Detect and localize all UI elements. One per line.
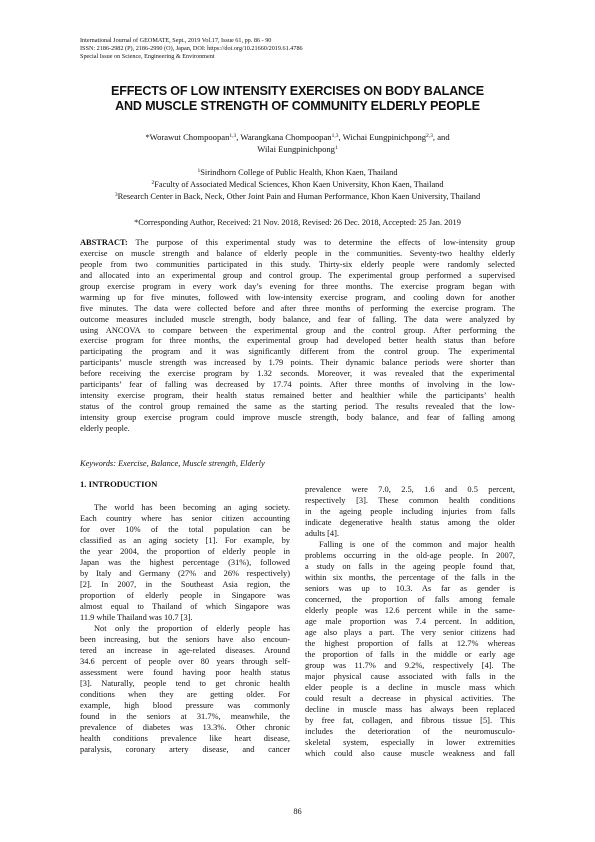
affiliation-mark: 1 [197,168,201,174]
body-text-line: age also plays a part. The very senior citizens had [305,628,515,638]
page-number: 86 [293,807,302,816]
body-text-line: found in the seniors at 31.7%, meanwhile, the [80,712,290,722]
body-text-line: major physical cause associated with falls in the [305,672,515,682]
body-text-line: includes the deterioration of the neuromusculo- [305,727,515,737]
abstract-line: elderly people. [80,423,130,433]
author-name: Wilai Eungpinichpong [257,143,335,154]
abstract-line: people from two communities participated in this study. Thirty-six elderly people were randomly selected [80,259,515,269]
body-text-line: indicate degenerative health status among the older [305,518,515,528]
body-text-line: Japan was the highest percentage (31%), followed [80,558,290,568]
body-text-line: The world has been becoming an aging society. [94,503,290,513]
title-line-1: EFFECTS OF LOW INTENSITY EXERCISES ON BODY BALANCE [111,84,484,98]
abstract-line: five minutes. The data were collected before and after three months of performing the exercise program. The [80,303,515,313]
affiliation-text: Research Center in Back, Neck, Other Joint Pain and Human Performance, Khon Kaen University, Thailand [117,192,481,202]
author-line-1 [70,132,525,144]
body-text-line: elder people is a decline in muscle mass which [305,683,515,693]
affiliation-list [60,167,535,204]
body-text-line: [2]. In 2007, in the Southeast Asia region, the [80,580,290,590]
body-text-line: for over 10% of the total population can be [80,525,290,535]
affiliation-text: Faculty of Associated Medical Sciences, Khon Kaen University, Khon Kaen, Thailand [154,180,444,190]
abstract-line: using ANCOVA to compare between the experimental group and the control group. After performing the [80,325,515,335]
body-text-line: 34.6 percent of people over 80 years through self- [80,657,290,667]
abstract-line-text: The purpose of this experimental study was to determine the effects of low-intensity group [127,238,515,247]
author-name: , Wichai Eungpinichpong [338,132,427,142]
body-text-line: the proportion of falls in the middle or early age [305,650,515,660]
author-affiliation-mark: 1,3 [331,133,339,139]
author-line-2 [70,144,525,156]
body-text-line: paralysis, coronary artery disease, and cancer [80,745,290,755]
journal-issn-doi: ISSN: 2186-2982 (P), 2186-2990 (O), Japan, DOI: https://doi.org/10.21660/2019.61.4786 [80,45,303,53]
author-separator: , and [432,132,450,142]
body-text-line: almost equal to Thailand of which Singapore was [80,602,290,612]
body-text-line: classified as an aging society [1]. For example, by [80,536,290,546]
abstract-line [80,238,515,249]
author-name: , Warangkana Chompoopan [236,132,332,142]
abstract-line: intensity exercise program, their health status remained better and healthier while the participants’ health [80,391,515,401]
abstract-line: and allocated into an experimental group and control group. The experimental group performed a supervised [80,270,515,280]
abstract-line: participants’ muscle strength was increased by 1.79 points. Their dynamic balance periods were shorter than [80,358,515,368]
abstract-line: warming up for five minutes, followed with low-intensity exercise program, and cooling down for another [80,292,515,302]
right-column [305,484,515,759]
body-text-line: Not only the proportion of elderly people has [94,624,290,634]
author-affiliation-mark: 1,3 [229,133,237,139]
body-text-line: could result a decrease in physical activities. The [305,694,515,704]
title-line-2: AND MUSCLE STRENGTH OF COMMUNITY ELDERLY PEOPLE [115,99,480,113]
abstract-line: exercise on muscle strength and balance of elderly people in the communities. Seventy-two healthy elderly [80,248,515,258]
body-text-line: the highest proportion of falls at 12.7% whereas [305,639,515,649]
author-affiliation-mark: 2,3 [426,133,433,139]
body-text-line: the year 2004, the proportion of elderly people in [80,547,290,557]
abstract-line: status of the control group remained the same as the starting period. The results revealed that the low- [80,402,515,412]
author-affiliation-mark: 1 [334,144,338,151]
keywords: Keywords: Exercise, Balance, Muscle strength, Elderly [80,459,265,468]
body-text-line: group was 11.7% and 9.2%, respectively [4]. The [305,661,515,671]
correspondence-dates: *Corresponding Author, Received: 21 Nov. 2018, Revised: 26 Dec. 2018, Accepted: 25 Jan. 2019 [134,218,461,227]
body-text-line: in the ageing people including injuries from falls [305,507,515,517]
body-text-line: seniors was up to 10.3. As far as gender is [305,584,515,594]
abstract-label: ABSTRACT: [80,238,128,247]
body-text-line: decline in muscle mass has always been replaced [305,705,515,715]
abstract-line: participating the program and it was significantly different from the control group. The experimental [80,347,515,357]
body-text-line: adults [4]. [305,529,339,539]
abstract-line: group exercise program in every work day’s evening for three months. The exercise program began with [80,281,515,291]
section-heading-introduction: 1. INTRODUCTION [80,479,158,489]
body-text-line: [3]. Naturally, people tend to get chronic health [80,679,290,689]
paper-title [60,84,535,114]
affiliation-item [60,179,535,191]
body-text-line: problems occurring in the old-age people. In 2007, [305,551,515,561]
left-column [80,479,290,755]
body-text-line: conditions when they are getting older. For [80,690,290,700]
body-text-line: concerned, the proportion of falls among female [305,595,515,605]
body-text-line: which could also cause muscle weakness and fall [305,749,515,759]
affiliation-item [60,191,535,203]
body-text-line: a study on falls in the ageing people found that, [305,562,515,572]
abstract-line: intensity group exercise program could improve muscle strength, body balance, and fear of falling among [80,413,515,422]
body-text-line: 11.9 while Thailand was 10.7 [3]. [80,613,193,623]
body-text-line: assessment were found having poor health status [80,668,290,678]
body-text-line: respectively [3]. These common health conditions [305,496,515,506]
abstract-line: participants’ fear of falling was decreased by 17.74 points. After three months of involving in the low- [80,380,515,390]
body-text-line: been increasing, but the seniors have also encoun- [80,635,290,645]
body-text-line: within six months, the percentage of the falls in the [305,573,515,583]
abstract [80,238,515,435]
journal-citation: International Journal of GEOMATE, Sept., 2019 Vol.17, Issue 61, pp. 86 - 90 [80,37,272,44]
body-text-line: by Italy and Germany (27% and 26% respectively) [80,569,290,579]
body-text-line: elderly people was 12.6 percent while in the same- [305,606,515,616]
heading-spacer [80,491,290,502]
affiliation-mark: 2 [151,180,155,187]
body-text-line: by free fat, collagen, and fibrous tissue [5]. This [305,716,515,726]
abstract-line: exercise program for three months, the experimental group had developed better health status than before [80,336,515,346]
body-text-line: health conditions prevalence like heart disease, [80,734,290,744]
abstract-line: outcome measures included muscle strength, body balance, and fear of falling. The data were analyzed by [80,314,515,324]
body-text-line: age male proportion was 7.4 percent. In addition, [305,617,515,627]
left-column-body [80,502,290,755]
author-name: *Worawut Chompoopan [145,132,230,142]
body-text-line: proportion of elderly people in Singapore was [80,591,290,601]
affiliation-item [60,167,535,179]
body-text-line: prevalence were 7.0, 2.5, 1.6 and 0.5 percent, [305,485,515,494]
affiliation-mark: 3 [114,192,118,199]
body-text-line: example, high blood pressure was commonly [80,701,290,711]
body-text-line: Falling is one of the common and major health [319,540,515,550]
affiliation-text: Sirindhorn College of Public Health, Khon Kaen, Thailand [200,168,398,177]
body-text-line: skeletal system, especially in lower extremities [305,738,515,748]
body-text-line: Each country where has senior citizen accounting [80,514,290,524]
journal-header [80,37,520,62]
journal-special-issue: Special Issue on Science, Engineering & Environment [80,53,215,61]
right-column-body [305,484,515,759]
abstract-line: before receiving the exercise program by 1.32 seconds. Moreover, it was revealed that the experimental [80,369,515,379]
body-text-line: prevalence of diabetes was 13.3%. Other chronic [80,723,290,733]
author-list [70,132,525,155]
body-text-line: tered an increase in age-related diseases. Around [80,646,290,656]
